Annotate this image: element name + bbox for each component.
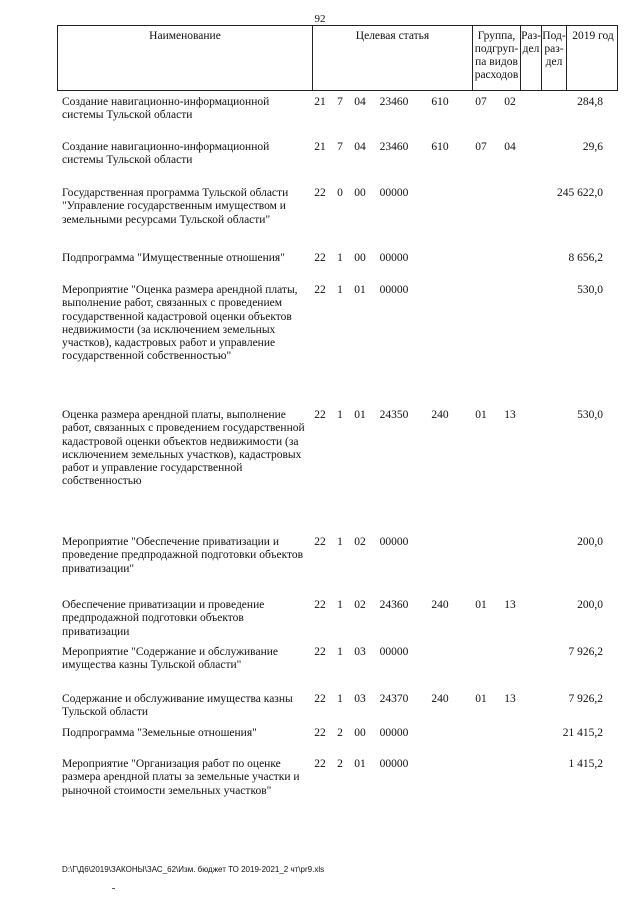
row-code-c: 03 (354, 693, 366, 705)
row-amount: 29,6 (582, 141, 603, 153)
row-code-c: 00 (354, 187, 366, 199)
row-group: 240 (431, 409, 449, 421)
row-code-a: 22 (314, 536, 326, 548)
row-code-b: 1 (337, 693, 343, 705)
header-section: Раз-дел (521, 30, 541, 55)
row-code-b: 1 (337, 252, 343, 264)
row-code-a: 22 (314, 284, 326, 296)
row-code-d: 24350 (379, 409, 409, 421)
row-code-c: 01 (354, 284, 366, 296)
row-name: Мероприятие "Обеспечение приватизации и проведение предпродажной подготовки объектов приватизации" (62, 536, 304, 575)
row-code-b: 1 (337, 284, 343, 296)
row-section: 07 (475, 96, 487, 108)
table-header (57, 25, 618, 91)
row-name: Подпрограмма "Имущественные отношения" (62, 252, 285, 264)
row-code-b: 2 (337, 727, 343, 739)
row-code-d: 00000 (379, 536, 409, 548)
header-subsection: Под-раз-дел (542, 30, 566, 68)
row-amount: 8 656,2 (568, 252, 603, 264)
row-amount: 1 415,2 (568, 758, 603, 770)
row-amount: 200,0 (577, 536, 603, 548)
row-name: Создание навигационно-информационной системы Тульской области (62, 96, 270, 122)
row-section: 01 (475, 693, 487, 705)
row-name: Содержание и обслуживание имущества казны Тульской области (62, 693, 293, 719)
header-group: Группа, подгруп-па видов расходов (474, 30, 519, 81)
row-code-a: 21 (314, 141, 326, 153)
row-subsection: 13 (504, 599, 516, 611)
row-amount: 245 622,0 (557, 187, 603, 199)
row-code-a: 22 (314, 727, 326, 739)
row-code-a: 22 (314, 252, 326, 264)
header-name: Наименование (149, 30, 221, 42)
row-code-b: 0 (337, 187, 343, 199)
row-code-a: 22 (314, 758, 326, 770)
row-code-d: 00000 (379, 646, 409, 658)
row-code-b: 7 (337, 141, 343, 153)
row-group: 610 (431, 141, 449, 153)
row-code-a: 21 (314, 96, 326, 108)
row-amount: 284,8 (577, 96, 603, 108)
page-number: 92 (314, 13, 326, 25)
row-code-c: 04 (354, 96, 366, 108)
row-name: Создание навигационно-информационной системы Тульской области (62, 141, 270, 167)
row-code-a: 22 (314, 187, 326, 199)
row-code-b: 1 (337, 599, 343, 611)
row-name: Оценка размера арендной платы, выполнение работ, связанных с проведением государственной кадастровой оценки объектов недвижимости (за исключением земельных участков), кадастровых работ и управление государственной собственностью (62, 409, 305, 488)
row-name: Мероприятие "Организация работ по оценке размера арендной платы за земельные участки и рыночной стоимости земельных участков" (62, 758, 300, 797)
row-code-a: 22 (314, 599, 326, 611)
row-name: Государственная программа Тульской области "Управление государственным имуществом и земельными ресурсами Тульской области" (62, 187, 289, 226)
row-amount: 7 926,2 (568, 646, 603, 658)
row-code-d: 00000 (379, 727, 409, 739)
row-amount: 7 926,2 (568, 693, 603, 705)
row-code-d: 23460 (379, 141, 409, 153)
row-name: Подпрограмма "Земельные отношения" (62, 727, 257, 739)
row-section: 07 (475, 141, 487, 153)
file-path: D:\Г\Д6\2019\ЗАКОНЫ\ЗАС_62\Изм. бюджет ТО 2019-2021_2 чт\pr9.xls (62, 865, 325, 874)
row-code-c: 00 (354, 727, 366, 739)
row-code-d: 00000 (379, 252, 409, 264)
row-code-c: 00 (354, 252, 366, 264)
row-name: Обеспечение приватизации и проведение предпродажной подготовки объектов приватизации (62, 599, 265, 638)
row-code-d: 24360 (379, 599, 409, 611)
row-subsection: 13 (504, 409, 516, 421)
row-amount: 21 415,2 (562, 727, 603, 739)
row-code-c: 02 (354, 536, 366, 548)
row-code-b: 1 (337, 646, 343, 658)
row-code-a: 22 (314, 646, 326, 658)
row-code-c: 01 (354, 409, 366, 421)
row-section: 01 (475, 599, 487, 611)
row-group: 240 (431, 693, 449, 705)
row-group: 240 (431, 599, 449, 611)
row-code-c: 04 (354, 141, 366, 153)
header-year: 2019 год (572, 30, 614, 42)
row-code-d: 00000 (379, 187, 409, 199)
row-code-d: 23460 (379, 96, 409, 108)
row-code-d: 00000 (379, 758, 409, 770)
row-code-b: 1 (337, 409, 343, 421)
row-section: 01 (475, 409, 487, 421)
row-group: 610 (431, 96, 449, 108)
row-subsection: 02 (504, 96, 516, 108)
row-code-a: 22 (314, 693, 326, 705)
row-name: Мероприятие "Содержание и обслуживание имущества казны Тульской области" (62, 646, 278, 672)
row-amount: 200,0 (577, 599, 603, 611)
row-code-c: 03 (354, 646, 366, 658)
row-code-a: 22 (314, 409, 326, 421)
row-code-b: 2 (337, 758, 343, 770)
row-name: Мероприятие "Оценка размера арендной платы, выполнение работ, связанных с проведением государственной кадастровой оценки объектов недвижимости (за исключением земельных участков), кадастровых работ и управление государственной собственностью" (62, 284, 298, 363)
row-code-c: 02 (354, 599, 366, 611)
row-amount: 530,0 (577, 284, 603, 296)
row-code-c: 01 (354, 758, 366, 770)
row-code-d: 24370 (379, 693, 409, 705)
row-code-b: 7 (337, 96, 343, 108)
row-code-b: 1 (337, 536, 343, 548)
header-target-article: Целевая статья (355, 30, 430, 42)
mark (112, 888, 115, 889)
row-code-d: 00000 (379, 284, 409, 296)
row-subsection: 13 (504, 693, 516, 705)
row-subsection: 04 (504, 141, 516, 153)
row-amount: 530,0 (577, 409, 603, 421)
